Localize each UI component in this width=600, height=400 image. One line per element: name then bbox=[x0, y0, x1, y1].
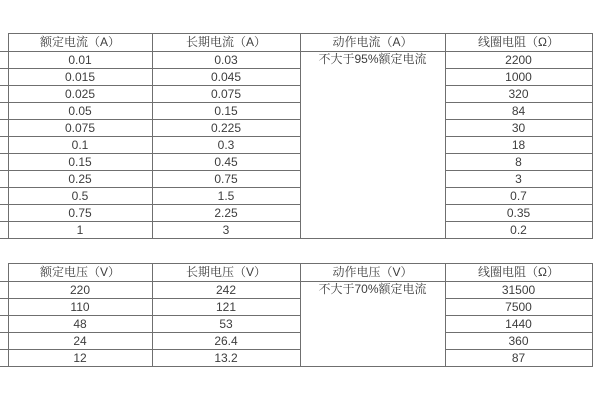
table-row bbox=[0, 52, 592, 69]
data-cell: 26.4 bbox=[152, 333, 300, 350]
data-cell: 0.5 bbox=[8, 188, 152, 205]
data-cell: 242 bbox=[152, 282, 300, 299]
header-cell: 线圈电阻（Ω） bbox=[445, 264, 592, 282]
data-cell: 0.7 bbox=[445, 188, 592, 205]
data-cell: 53 bbox=[152, 316, 300, 333]
left-stub-cell bbox=[0, 154, 8, 171]
table-row bbox=[0, 120, 592, 137]
data-cell: 24 bbox=[8, 333, 152, 350]
header-row bbox=[0, 34, 592, 52]
left-stub-cell bbox=[0, 69, 8, 86]
current-spec-table bbox=[0, 33, 593, 239]
data-cell: 0.45 bbox=[152, 154, 300, 171]
left-stub-cell bbox=[0, 52, 8, 69]
table-row bbox=[0, 171, 592, 188]
data-cell: 0.01 bbox=[8, 52, 152, 69]
table-row bbox=[0, 205, 592, 222]
data-cell: 13.2 bbox=[152, 350, 300, 367]
data-cell: 1000 bbox=[445, 69, 592, 86]
header-cell: 长期电流（A） bbox=[152, 34, 300, 52]
data-cell: 1.5 bbox=[152, 188, 300, 205]
header-cell: 动作电流（A） bbox=[300, 34, 445, 52]
data-cell: 0.075 bbox=[8, 120, 152, 137]
left-stub-cell bbox=[0, 264, 8, 282]
table-row bbox=[0, 86, 592, 103]
data-cell: 87 bbox=[445, 350, 592, 367]
data-cell: 360 bbox=[445, 333, 592, 350]
left-stub-cell bbox=[0, 282, 8, 299]
table-row bbox=[0, 137, 592, 154]
data-cell: 2.25 bbox=[152, 205, 300, 222]
left-stub-cell bbox=[0, 299, 8, 316]
left-stub-cell bbox=[0, 86, 8, 103]
data-cell: 2200 bbox=[445, 52, 592, 69]
data-cell: 0.3 bbox=[152, 137, 300, 154]
left-stub-cell bbox=[0, 137, 8, 154]
data-cell: 12 bbox=[8, 350, 152, 367]
data-cell: 31500 bbox=[445, 282, 592, 299]
data-cell: 1 bbox=[8, 222, 152, 239]
header-cell: 动作电压（V） bbox=[300, 264, 445, 282]
header-cell: 长期电压（V） bbox=[152, 264, 300, 282]
header-cell: 额定电流（A） bbox=[8, 34, 152, 52]
header-row bbox=[0, 264, 592, 282]
left-stub-cell bbox=[0, 120, 8, 137]
data-cell: 0.03 bbox=[152, 52, 300, 69]
data-cell: 0.075 bbox=[152, 86, 300, 103]
left-stub-cell bbox=[0, 171, 8, 188]
data-cell: 0.025 bbox=[8, 86, 152, 103]
table-row bbox=[0, 222, 592, 239]
header-cell: 线圈电阻（Ω） bbox=[445, 34, 592, 52]
table-row bbox=[0, 316, 592, 333]
table-row bbox=[0, 103, 592, 120]
table-row bbox=[0, 299, 592, 316]
data-cell: 7500 bbox=[445, 299, 592, 316]
left-stub-cell bbox=[0, 222, 8, 239]
table-row bbox=[0, 282, 592, 299]
data-cell: 3 bbox=[152, 222, 300, 239]
table-row bbox=[0, 350, 592, 367]
merged-operate-value-cell: 不大于95%额定电流 bbox=[300, 52, 445, 239]
data-cell: 0.15 bbox=[8, 154, 152, 171]
data-cell: 110 bbox=[8, 299, 152, 316]
data-cell: 0.15 bbox=[152, 103, 300, 120]
table-row bbox=[0, 154, 592, 171]
data-cell: 1440 bbox=[445, 316, 592, 333]
left-stub-cell bbox=[0, 34, 8, 52]
data-cell: 220 bbox=[8, 282, 152, 299]
data-cell: 48 bbox=[8, 316, 152, 333]
left-stub-cell bbox=[0, 103, 8, 120]
left-stub-cell bbox=[0, 316, 8, 333]
data-cell: 0.35 bbox=[445, 205, 592, 222]
table-row bbox=[0, 333, 592, 350]
data-cell: 0.1 bbox=[8, 137, 152, 154]
data-cell: 320 bbox=[445, 86, 592, 103]
data-cell: 0.75 bbox=[8, 205, 152, 222]
left-stub-cell bbox=[0, 333, 8, 350]
left-stub-cell bbox=[0, 205, 8, 222]
merged-operate-value-cell: 不大于70%额定电流 bbox=[300, 282, 445, 367]
data-cell: 18 bbox=[445, 137, 592, 154]
data-cell: 0.25 bbox=[8, 171, 152, 188]
data-cell: 30 bbox=[445, 120, 592, 137]
data-cell: 0.225 bbox=[152, 120, 300, 137]
data-cell: 0.2 bbox=[445, 222, 592, 239]
left-stub-cell bbox=[0, 188, 8, 205]
left-stub-cell bbox=[0, 350, 8, 367]
data-cell: 0.05 bbox=[8, 103, 152, 120]
header-cell: 额定电压（V） bbox=[8, 264, 152, 282]
data-cell: 84 bbox=[445, 103, 592, 120]
data-cell: 0.015 bbox=[8, 69, 152, 86]
table-row bbox=[0, 188, 592, 205]
data-cell: 121 bbox=[152, 299, 300, 316]
table-row bbox=[0, 69, 592, 86]
data-cell: 8 bbox=[445, 154, 592, 171]
data-cell: 0.045 bbox=[152, 69, 300, 86]
data-cell: 0.75 bbox=[152, 171, 300, 188]
data-cell: 3 bbox=[445, 171, 592, 188]
voltage-spec-table bbox=[0, 263, 593, 367]
